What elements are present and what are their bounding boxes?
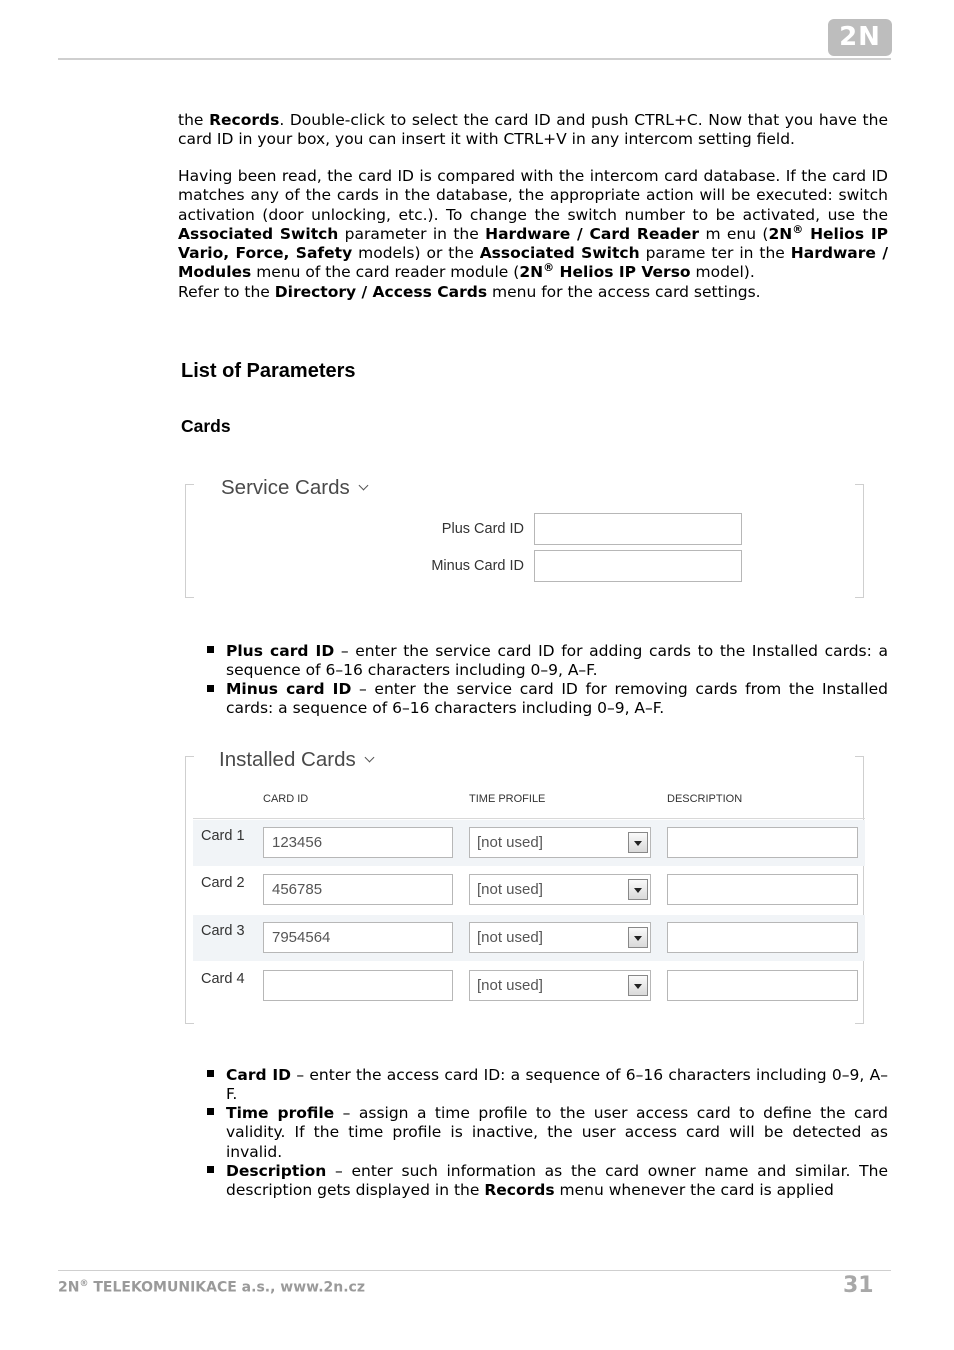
card-id-input[interactable]: 123456 (263, 827, 453, 858)
company-logo: 2N (828, 19, 892, 56)
footer-company: 2N® TELEKOMUNIKACE a.s., www.2n.cz (58, 1279, 365, 1296)
card-id-input[interactable]: 7954564 (263, 922, 453, 953)
column-header-card-id: CARD ID (263, 793, 309, 805)
installed-cards-toggle[interactable]: Installed Cards (219, 748, 373, 772)
description-input[interactable] (667, 827, 858, 858)
bullet-card-id: Card ID – enter the access card ID: a sequence of 6–16 characters including 0–9, A–F. (226, 1066, 888, 1104)
bullet-description: Description – enter such information as the card owner name and similar. The description gets displayed in the Records menu whenever the card is applied (226, 1162, 888, 1200)
bullet-plus-card-id: Plus card ID – enter the service card ID for adding cards to the Installed cards: a sequence of 6–16 characters including 0–9, A–F. (226, 642, 889, 680)
dropdown-arrow-icon[interactable] (628, 879, 648, 900)
time-profile-select[interactable]: [not used] (469, 827, 651, 858)
intro-paragraph-2: Having been read, the card ID is compared with the intercom card database. If the card ID matches any of the cards in the database, the appropriate action will be executed: switch activation (door unlocking, etc.). To change the switch number to be activated, use the Associated Switch parameter in the Hardware / Card Reader m enu (2N® Helios IP Vario, Force, Safety models) or the Associated Switch parame ter in the Hardware / Modules menu of the card reader module (2N® Helios IP Verso model). Refer to the Directory / Access Cards menu for the access card settings. (178, 167, 888, 301)
time-profile-select[interactable]: [not used] (469, 874, 651, 905)
bullet-icon (207, 685, 214, 692)
plus-card-id-label: Plus Card ID (441, 521, 524, 537)
service-cards-panel (185, 484, 864, 598)
description-input[interactable] (667, 874, 858, 905)
table-row (193, 963, 865, 1009)
bullet-icon (207, 1108, 214, 1115)
column-header-time-profile: TIME PROFILE (469, 793, 546, 805)
chevron-down-icon (364, 753, 374, 763)
page-number: 31 (843, 1273, 874, 1298)
section-subtitle: Cards (181, 416, 231, 436)
card-label: Card 2 (201, 875, 245, 891)
chevron-down-icon (358, 481, 368, 491)
card-label: Card 3 (201, 923, 245, 939)
time-profile-select[interactable]: [not used] (469, 922, 651, 953)
time-profile-select[interactable]: [not used] (469, 970, 651, 1001)
table-row (193, 867, 865, 913)
intro-paragraph-3: Refer to the Directory / Access Cards menu for the access card settings. (178, 282, 761, 301)
bullet-icon (207, 646, 214, 653)
dropdown-arrow-icon[interactable] (628, 832, 648, 853)
bullet-minus-card-id: Minus card ID – enter the service card ID for removing cards from the Installed cards: a sequence of 6–16 characters including 0–9, A–F. (226, 680, 888, 718)
minus-card-id-label: Minus Card ID (431, 558, 524, 574)
dropdown-arrow-icon[interactable] (628, 975, 648, 996)
table-row (193, 820, 865, 866)
description-input[interactable] (667, 970, 858, 1001)
bullet-icon (207, 1166, 214, 1173)
header-divider (58, 58, 891, 60)
card-label: Card 4 (201, 971, 245, 987)
bullet-time-profile: Time profile – assign a time profile to the user access card to define the card validity. If the time profile is inactive, the user access card will be detected as invalid. (226, 1104, 888, 1161)
dropdown-arrow-icon[interactable] (628, 927, 648, 948)
table-row (193, 915, 865, 961)
minus-card-id-input[interactable] (534, 550, 742, 582)
card-id-input[interactable] (263, 970, 453, 1001)
card-id-input[interactable]: 456785 (263, 874, 453, 905)
plus-card-id-input[interactable] (534, 513, 742, 545)
description-input[interactable] (667, 922, 858, 953)
service-cards-toggle[interactable]: Service Cards (221, 476, 367, 500)
column-header-description: DESCRIPTION (667, 793, 743, 805)
section-title: List of Parameters (181, 360, 356, 382)
table-header-divider (193, 818, 865, 819)
bullet-icon (207, 1070, 214, 1077)
footer-divider (58, 1270, 891, 1271)
intro-paragraph-1: the Records. Double-click to select the card ID and push CTRL+C. Now that you have the card ID in your box, you can insert it with CTRL+V in any intercom setting field. (178, 111, 888, 149)
card-label: Card 1 (201, 828, 245, 844)
